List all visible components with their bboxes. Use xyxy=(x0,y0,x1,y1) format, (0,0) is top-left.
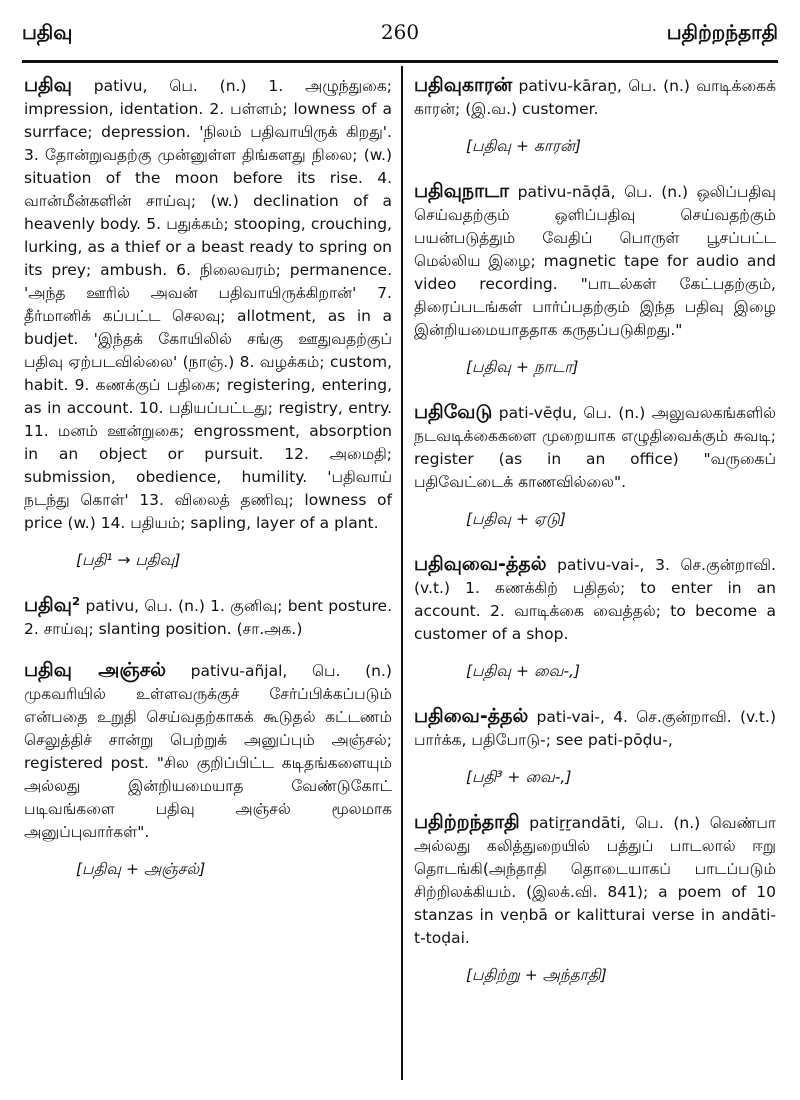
entry-headword: பதிவு² xyxy=(24,594,81,616)
entry-pativu-1 xyxy=(24,74,392,572)
entry-etymology: [பதிவு + வை-,] xyxy=(466,662,581,680)
entry-body: pativu-añjal, பெ. (n.) முகவரியில் உள்ளவருக்குச் சேர்ப்பிக்கப்படும் என்பதை உறுதி செய்வதற்காகக் கூடுதல் கட்டணம் செலுத்திச் சான்று பெற்றுக் அனுப்பும் அஞ்சல்; registered post. "சில குறிப்பிட்ட கடிதங்களையும் அல்லது இன்றியமையாத வேண்டுகோட் படிவங்களை பதிவு அஞ்சல் மூலமாக அனுப்புவார்கள்". xyxy=(24,662,392,841)
entry-body: pati-vēḍu, பெ. (n.) அலுவலகங்களில் நடவடிக்கைகளை முறையாக எழுதிவைக்கும் சுவடி; register (as in an office) "வருகைப் பதிவேட்டைக் காணவில்லை". xyxy=(414,404,776,491)
entry-pativai xyxy=(414,705,776,789)
entry-etymology: [பதி³ + வை-,] xyxy=(466,768,572,786)
right-column xyxy=(414,74,776,1009)
entry-etymology: [பதிவு + காரன்] xyxy=(466,137,582,155)
entry-etymology: [பதி¹ → பதிவு] xyxy=(76,551,181,569)
entry-headword: பதிற்றந்தாதி xyxy=(414,811,520,833)
entry-pativuvai xyxy=(414,553,776,683)
entry-etymology: [பதிவு + ஏடு] xyxy=(466,510,566,528)
entry-headword: பதிவுவை-த்தல் xyxy=(414,553,547,575)
entry-body: pativu-kāraṉ, பெ. (n.) வாடிக்கைக் காரன்; (இ.வ.) customer. xyxy=(414,77,776,118)
entry-headword: பதிவுகாரன் xyxy=(414,74,513,96)
page-number: 260 xyxy=(380,20,420,44)
entry-etymology: [பதிற்று + அந்தாதி] xyxy=(466,966,607,984)
entry-headword: பதிவை-த்தல் xyxy=(414,705,529,727)
entry-pativunada xyxy=(414,180,776,379)
entry-headword: பதிவு அஞ்சல் xyxy=(24,659,167,681)
entry-headword: பதிவு xyxy=(24,74,72,96)
entry-body: patiṟṟandāti, பெ. (n.) வெண்பா அல்லது கலித்துறையில் பத்துப் பாடலால் ஈறு தொடங்கி(அந்தாதி தொடையாகப் பாடப்படும் சிற்றிலக்கியம். (இலக்.வி. 841); a poem of 10 stanzas in veṇbā or kalitturai verse in andāti-t-toḍai. xyxy=(414,814,776,947)
entry-body: pativu, பெ. (n.) 1. அழுந்துகை; impression, identation. 2. பள்ளம்; lowness of a surrface; depression. 'நிலம் பதிவாயிருக் கிறது'. 3. தோன்றுவதற்கு முன்னுள்ள திங்களது நிலை; (w.) situation of the moon before its rise. 4. வான்மீன்களின் சாய்வு; (w.) declination of a heavenly body. 5. பதுக்கம்; stooping, crouching, lurking, as a thief or a beast ready to spring on its prey; ambush. 6. நிலைவரம்; permanence. 'அந்த ஊரில் அவன் பதிவாயிருக்கிறான்' 7. தீர்மானிக் கப்பட்ட செலவு; allotment, as in a budjet. 'இந்தக் கோயிலில் சங்கு ஊதுவதற்குப் பதிவு ஏற்படவில்லை' (நாஞ்.) 8. வழக்கம்; custom, habit. 9. கணக்குப் பதிகை; registering, entering, as in account. 10. பதியப்பட்டது; registry, entry. 11. மனம் ஊன்றுகை; engrossment, absorption in an object or pursuit. 12. அமைதி; submission, obedience, humility. 'பதிவாய் நடந்து கொள்' 13. விலைத் தணிவு; lowness of price (w.) 14. பதியம்; sapling, layer of a plant. xyxy=(24,77,392,532)
entry-headword: பதிவுநாடா xyxy=(414,180,510,202)
page-header xyxy=(22,20,778,54)
entry-pativukaran xyxy=(414,74,776,158)
running-headword-right: பதிற்றந்தாதி xyxy=(666,20,778,44)
entry-body: pativu-vai-, 3. செ.குன்றாவி. (v.t.) 1. கணக்கிற் பதிதல்; to enter in an account. 2. வாடிக்கை வைத்தல்; to become a customer of a shop. xyxy=(414,556,776,643)
entry-pativu-2 xyxy=(24,594,392,641)
entry-body: pati-vai-, 4. செ.குன்றாவி. (v.t.) பார்க்க, பதிபோடு-; see pati-pōḍu-, xyxy=(414,708,776,749)
entry-pativu-anjal xyxy=(24,659,392,881)
running-headword-left: பதிவு xyxy=(22,20,73,44)
entry-headword: பதிவேடு xyxy=(414,401,493,423)
entry-patirrandati xyxy=(414,811,776,987)
left-column xyxy=(24,74,392,903)
header-rule xyxy=(22,60,778,63)
entry-body: pativu-nāḍā, பெ. (n.) ஒலிப்பதிவு செய்வதற்கும் ஒளிப்பதிவு செய்வதற்கும் பயன்படுத்தும் வேதிப் பொருள் பூசப்பட்ட மெல்லிய இழை; magnetic tape for audio and video recording. "பாடல்கள் கேட்பதற்கும், திரைப்படங்கள் பார்ப்பதற்கும் இந்த பதிவு இழை இன்றியமையாததாக கருதப்படுகிறது." xyxy=(414,183,776,339)
column-divider xyxy=(401,66,403,1080)
entry-body: pativu, பெ. (n.) 1. குனிவு; bent posture. 2. சாய்வு; slanting position. (சா.அக.) xyxy=(24,597,392,638)
entry-etymology: [பதிவு + நாடா] xyxy=(466,358,579,376)
entry-etymology: [பதிவு + அஞ்சல்] xyxy=(76,860,206,878)
entry-pativedu xyxy=(414,401,776,531)
